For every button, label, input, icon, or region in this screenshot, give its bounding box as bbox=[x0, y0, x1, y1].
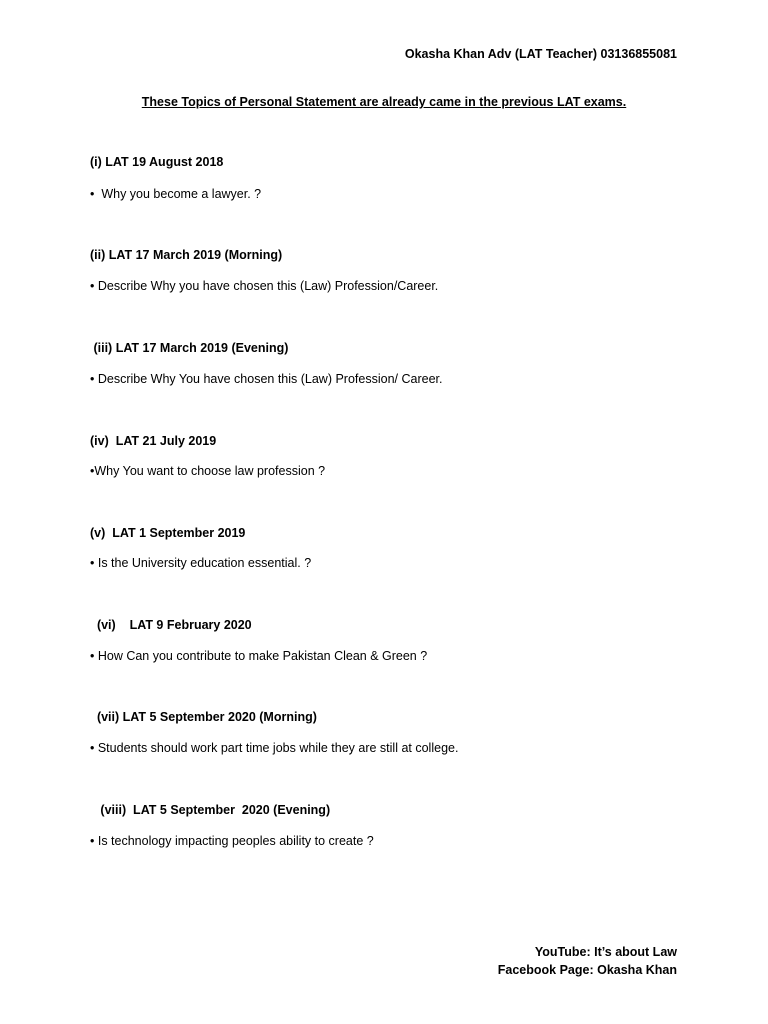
exam-heading: (ii) LAT 17 March 2019 (Morning) bbox=[90, 248, 283, 262]
exam-heading: (v) LAT 1 September 2019 bbox=[90, 526, 246, 540]
exam-heading: (iv) LAT 21 July 2019 bbox=[90, 434, 217, 448]
exam-topic: • How Can you contribute to make Pakistan Clean & Green ? bbox=[90, 649, 428, 663]
exam-heading: (viii) LAT 5 September 2020 (Evening) bbox=[90, 803, 331, 817]
exam-heading: (vi) LAT 9 February 2020 bbox=[90, 618, 252, 632]
exam-topic: • Describe Why you have chosen this (Law) Profession/Career. bbox=[90, 279, 439, 293]
author-header: Okasha Khan Adv (LAT Teacher) 03136855081 bbox=[404, 47, 677, 61]
exam-topic: •Why You want to choose law profession ? bbox=[90, 464, 326, 478]
exam-heading: (vii) LAT 5 September 2020 (Morning) bbox=[90, 710, 317, 724]
exam-topic: • Is the University education essential. ? bbox=[90, 556, 312, 570]
exam-heading: (iii) LAT 17 March 2019 (Evening) bbox=[90, 341, 289, 355]
exam-topic: • Describe Why You have chosen this (Law) Profession/ Career. bbox=[90, 372, 443, 386]
exam-topic: • Students should work part time jobs while they are still at college. bbox=[90, 741, 459, 755]
youtube-label: YouTube: It’s about Law bbox=[534, 945, 677, 959]
facebook-label: Facebook Page: Okasha Khan bbox=[497, 963, 677, 977]
exam-topic: • Why you become a lawyer. ? bbox=[90, 187, 262, 201]
exam-topic: • Is technology impacting peoples ability to create ? bbox=[90, 834, 374, 848]
page-title: These Topics of Personal Statement are already came in the previous LAT exams. bbox=[141, 95, 627, 109]
footer-contact bbox=[498, 943, 677, 979]
exam-heading: (i) LAT 19 August 2018 bbox=[90, 155, 224, 169]
